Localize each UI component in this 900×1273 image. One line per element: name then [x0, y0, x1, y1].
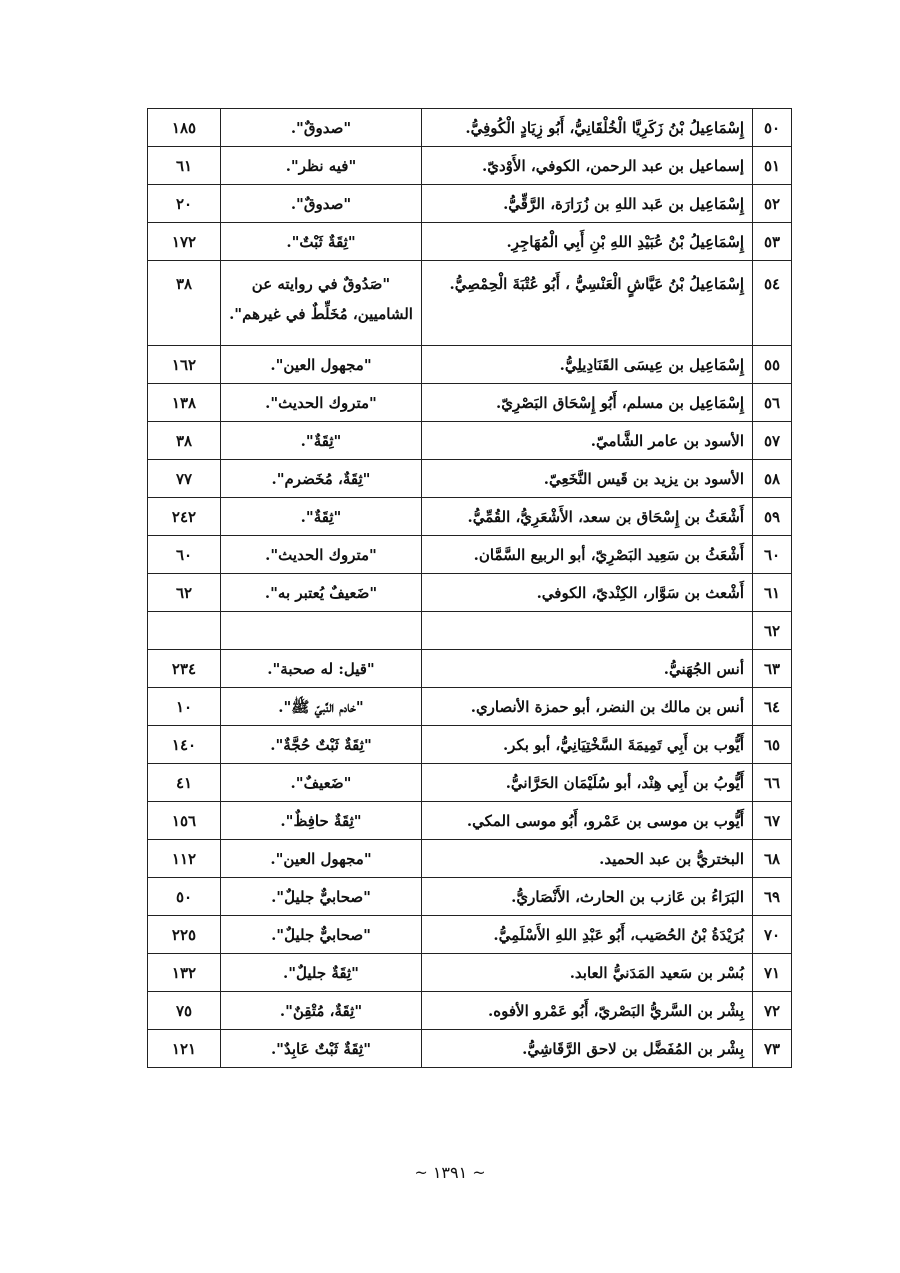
narration-count: ٢٣٤	[148, 650, 221, 688]
table-row	[148, 840, 792, 878]
row-number: ٦٠	[753, 536, 792, 574]
table-row	[148, 1030, 792, 1068]
table-row	[148, 954, 792, 992]
row-number: ٥٢	[753, 185, 792, 223]
row-number: ٦٧	[753, 802, 792, 840]
table-row	[148, 460, 792, 498]
narrator-grade: "صدوقٌ".	[221, 185, 422, 223]
narrator-name: إِسْمَاعِيلُ بْنُ زَكَرِيَّا الْخُلْقَانِيُّ، أَبُو زِيَادٍ الْكُوفِيُّ.	[422, 109, 753, 147]
narration-count: ٤١	[148, 764, 221, 802]
narration-count: ٦٠	[148, 536, 221, 574]
narrator-grade: "ثِقَةٌ ثَبْتٌ".	[221, 223, 422, 261]
narration-count: ٢٢٥	[148, 916, 221, 954]
narrator-grade: "ثِقَةٌ جليلٌ".	[221, 954, 422, 992]
narrator-name: الأسود بن يزيد بن قَيس النَّخَعِيّ.	[422, 460, 753, 498]
narrator-grade: "فيه نظر".	[221, 147, 422, 185]
row-number: ٦٨	[753, 840, 792, 878]
table-row	[148, 109, 792, 147]
row-number: ٧١	[753, 954, 792, 992]
narrator-name: بِشْر بن السَّريُّ البَصْريّ، أَبُو عَمْرو الأفوه.	[422, 992, 753, 1030]
narration-count: ٢٤٢	[148, 498, 221, 536]
row-number: ٥٣	[753, 223, 792, 261]
narrator-grade: "صدوقٌ".	[221, 109, 422, 147]
row-number: ٥٨	[753, 460, 792, 498]
narrator-grade: "ثِقَةٌ، مُخَضرم".	[221, 460, 422, 498]
table-row	[148, 992, 792, 1030]
narration-count: ٧٧	[148, 460, 221, 498]
row-number: ٥٦	[753, 384, 792, 422]
narrator-grade: "خادم النَّبيّ ﷺ".	[221, 688, 422, 726]
narrator-name: أَيُّوب بن أَبِي تَمِيمَةَ السَّخْتِيَانِيُّ، أبو بكر.	[422, 726, 753, 764]
narrator-name: أنس الجُهَنيُّ.	[422, 650, 753, 688]
narration-count: ١٤٠	[148, 726, 221, 764]
narrator-name: إسماعيل بن عبد الرحمن، الكوفي، الأَوْديّ.	[422, 147, 753, 185]
narrator-grade: "ثِقَةٌ".	[221, 498, 422, 536]
narrator-grade: "ثِقَةٌ".	[221, 422, 422, 460]
narrator-grade: "مجهول العين".	[221, 346, 422, 384]
page-number: ~ ١٣٩١ ~	[414, 1163, 486, 1182]
narrator-name: أنس بن مالك بن النضر، أبو حمزة الأنصاري.	[422, 688, 753, 726]
table-row	[148, 916, 792, 954]
table-row	[148, 261, 792, 346]
narrator-name: إِسْمَاعِيلُ بْنُ عُبَيْدِ اللهِ بْنِ أَبِي الْمُهَاجِرِ.	[422, 223, 753, 261]
narration-count: ٦٢	[148, 574, 221, 612]
narration-count: ٢٠	[148, 185, 221, 223]
narrator-name: أَيُّوب بن موسى بن عَمْرو، أَبُو موسى المكي.	[422, 802, 753, 840]
narration-count: ٦١	[148, 147, 221, 185]
table-row	[148, 384, 792, 422]
narrator-name: إِسْمَاعِيل بن عَبد اللهِ بن زُرَارَة، الرَّقِّيُّ.	[422, 185, 753, 223]
narrator-name: أَشْعَثُ بن إِسْحَاق بن سعد، الأَشْعَرِيُّ، القُمِّيُّ.	[422, 498, 753, 536]
narrator-name: بُسْر بن سَعيد المَدَنيُّ العابد.	[422, 954, 753, 992]
table-body	[148, 109, 792, 1068]
narration-count: ١٣٨	[148, 384, 221, 422]
narration-count: ١٦٢	[148, 346, 221, 384]
narration-count: ١٣٢	[148, 954, 221, 992]
narrator-grade: "ضَعيفٌ".	[221, 764, 422, 802]
narrator-name: إِسْمَاعِيل بن عِيسَى القَنَادِيلِيُّ.	[422, 346, 753, 384]
narrator-grade: "ثِقَةٌ ثَبْتٌ حُجَّةٌ".	[221, 726, 422, 764]
narrator-grade: "متروك الحديث".	[221, 536, 422, 574]
table-row	[148, 147, 792, 185]
row-number: ٦٣	[753, 650, 792, 688]
row-number: ٥٤	[753, 261, 792, 346]
narration-count	[148, 612, 221, 650]
table-row	[148, 802, 792, 840]
table-row	[148, 223, 792, 261]
narrator-name	[422, 612, 753, 650]
narration-count: ٣٨	[148, 261, 221, 346]
narrator-name: أَشْعث بن سَوَّار، الكِنْديّ، الكوفي.	[422, 574, 753, 612]
narration-count: ٣٨	[148, 422, 221, 460]
narration-count: ١٧٢	[148, 223, 221, 261]
table-row	[148, 536, 792, 574]
narration-count: ١٨٥	[148, 109, 221, 147]
row-number: ٦٦	[753, 764, 792, 802]
narration-count: ١٥٦	[148, 802, 221, 840]
table-row	[148, 612, 792, 650]
table-row	[148, 726, 792, 764]
narrator-name: بِشْر بن المُفَضَّل بن لاحق الرَّقَاشِيُّ.	[422, 1030, 753, 1068]
narration-count: ١٠	[148, 688, 221, 726]
row-number: ٧٣	[753, 1030, 792, 1068]
row-number: ٥٥	[753, 346, 792, 384]
row-number: ٦٢	[753, 612, 792, 650]
row-number: ٦١	[753, 574, 792, 612]
narrator-grade: "قيل: له صحبة".	[221, 650, 422, 688]
table-row	[148, 650, 792, 688]
row-number: ٦٩	[753, 878, 792, 916]
narration-count: ٧٥	[148, 992, 221, 1030]
narrator-grade: "صحابيٌّ جليلٌ".	[221, 878, 422, 916]
narrator-name: البختريُّ بن عبد الحميد.	[422, 840, 753, 878]
narrator-grade: "ضَعيفٌ يُعتبر به".	[221, 574, 422, 612]
row-number: ٥٩	[753, 498, 792, 536]
narrator-name: أَيُّوبُ بن أَبِي هِنْد، أبو سُلَيْمَان الحَرَّانيُّ.	[422, 764, 753, 802]
narration-count: ١١٢	[148, 840, 221, 878]
row-number: ٦٤	[753, 688, 792, 726]
narrator-grade	[221, 612, 422, 650]
narrators-table	[147, 108, 792, 1068]
narrator-name: الأسود بن عامر الشَّاميّ.	[422, 422, 753, 460]
table-row	[148, 346, 792, 384]
narrator-grade: "متروك الحديث".	[221, 384, 422, 422]
narrator-name: إِسْمَاعِيل بن مسلم، أَبُو إِسْحَاق البَصْرِيّ.	[422, 384, 753, 422]
table-row	[148, 574, 792, 612]
narrator-grade: "ثِقَةٌ، مُتْقِنٌ".	[221, 992, 422, 1030]
row-number: ٦٥	[753, 726, 792, 764]
narrator-grade: "صحابيٌّ جليلٌ".	[221, 916, 422, 954]
table-row	[148, 878, 792, 916]
narrator-name: بُرَيْدَةُ بْنُ الحُصَيب، أَبُو عَبْدِ اللهِ الأَسْلَمِيُّ.	[422, 916, 753, 954]
row-number: ٥٧	[753, 422, 792, 460]
table-row	[148, 185, 792, 223]
table-row	[148, 764, 792, 802]
narrator-name: إِسْمَاعِيلُ بْنُ عَيَّاشٍ الْعَنْسِيُّ ، أَبُو عُتْبَةَ الْحِمْصِيُّ.	[422, 261, 753, 346]
narrator-grade: "ثِقَةٌ ثَبْتٌ عَابِدٌ".	[221, 1030, 422, 1068]
narrator-name: البَرَاءُ بن عَازب بن الحارث، الأَنْصَاريُّ.	[422, 878, 753, 916]
narrator-grade: "مجهول العين".	[221, 840, 422, 878]
narrator-name: أَشْعَثُ بن سَعِيد البَصْرِيّ، أبو الربيع السَّمَّان.	[422, 536, 753, 574]
narration-count: ٥٠	[148, 878, 221, 916]
table-row	[148, 498, 792, 536]
narrator-grade: "صَدُوقٌ في روايته عن الشاميين، مُخَلِّطٌ في غيرهم".	[221, 261, 422, 346]
row-number: ٧٢	[753, 992, 792, 1030]
table-row	[148, 422, 792, 460]
narrator-grade: "ثِقَةٌ حافِظٌ".	[221, 802, 422, 840]
narration-count: ١٢١	[148, 1030, 221, 1068]
table-row	[148, 688, 792, 726]
row-number: ٧٠	[753, 916, 792, 954]
row-number: ٥٠	[753, 109, 792, 147]
row-number: ٥١	[753, 147, 792, 185]
